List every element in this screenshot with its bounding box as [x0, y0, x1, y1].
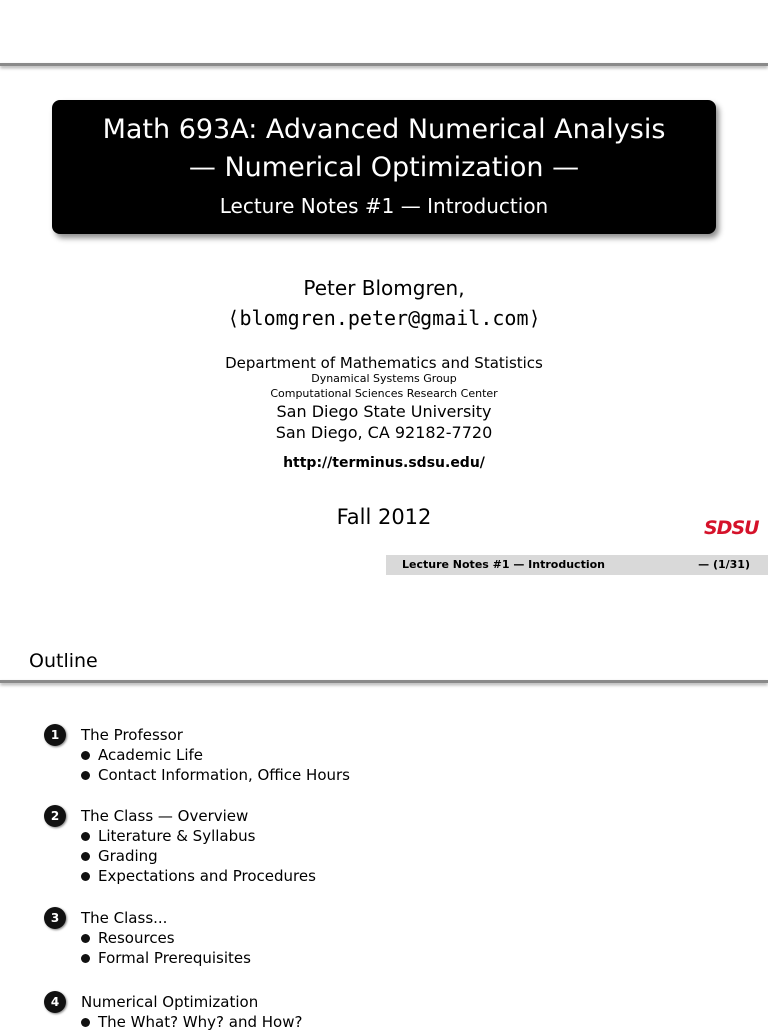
subsection-label[interactable]: Academic Life	[98, 746, 204, 764]
section-label[interactable]: The Class — Overview	[81, 807, 249, 825]
subsection-label[interactable]: Expectations and Procedures	[98, 867, 316, 885]
title-block	[52, 100, 716, 234]
course-subtitle: — Numerical Optimization —	[188, 152, 580, 183]
university: San Diego State University	[276, 402, 492, 421]
website-link[interactable]: http://terminus.sdsu.edu/	[283, 455, 485, 471]
bullet-icon	[81, 832, 90, 841]
address: San Diego, CA 92182-7720	[275, 423, 493, 442]
section-number-badge: 1	[44, 724, 66, 746]
section-number-badge: 3	[44, 907, 66, 929]
author-email: ⟨blomgren.peter@gmail.com⟩	[227, 306, 541, 330]
author-name: Peter Blomgren,	[303, 276, 465, 300]
bullet-icon	[81, 934, 90, 943]
subsection-label[interactable]: Literature & Syllabus	[98, 827, 256, 845]
slide-top-rule	[0, 63, 768, 66]
subsection-label[interactable]: The What? Why? and How?	[98, 1013, 303, 1031]
sdsu-logo: SDSU	[704, 517, 759, 539]
bullet-icon	[81, 872, 90, 881]
research-group: Dynamical Systems Group	[311, 372, 457, 385]
section-number-badge: 4	[44, 991, 66, 1013]
bullet-icon	[81, 852, 90, 861]
subsection-label[interactable]: Grading	[98, 847, 158, 865]
slide-footer	[386, 555, 768, 575]
outline-heading: Outline	[29, 650, 98, 672]
section-number-badge: 2	[44, 805, 66, 827]
footer-lecture-title: Lecture Notes #1 — Introduction	[402, 558, 605, 571]
subsection-label[interactable]: Resources	[98, 929, 175, 947]
subsection-label[interactable]: Formal Prerequisites	[98, 949, 251, 967]
term: Fall 2012	[336, 505, 432, 529]
footer-page-number: — (1/31)	[698, 558, 750, 571]
bullet-icon	[81, 751, 90, 760]
bullet-icon	[81, 1018, 90, 1027]
section-label[interactable]: The Class...	[81, 909, 168, 927]
section-label[interactable]: Numerical Optimization	[81, 993, 259, 1011]
outline-rule	[0, 680, 768, 683]
bullet-icon	[81, 954, 90, 963]
subsection-label[interactable]: Contact Information, Office Hours	[98, 766, 350, 784]
lecture-title: Lecture Notes #1 — Introduction	[219, 194, 549, 218]
section-label[interactable]: The Professor	[81, 726, 183, 744]
department: Department of Mathematics and Statistics	[225, 354, 543, 372]
bullet-icon	[81, 771, 90, 780]
research-center: Computational Sciences Research Center	[270, 387, 498, 400]
course-title: Math 693A: Advanced Numerical Analysis	[102, 114, 666, 145]
